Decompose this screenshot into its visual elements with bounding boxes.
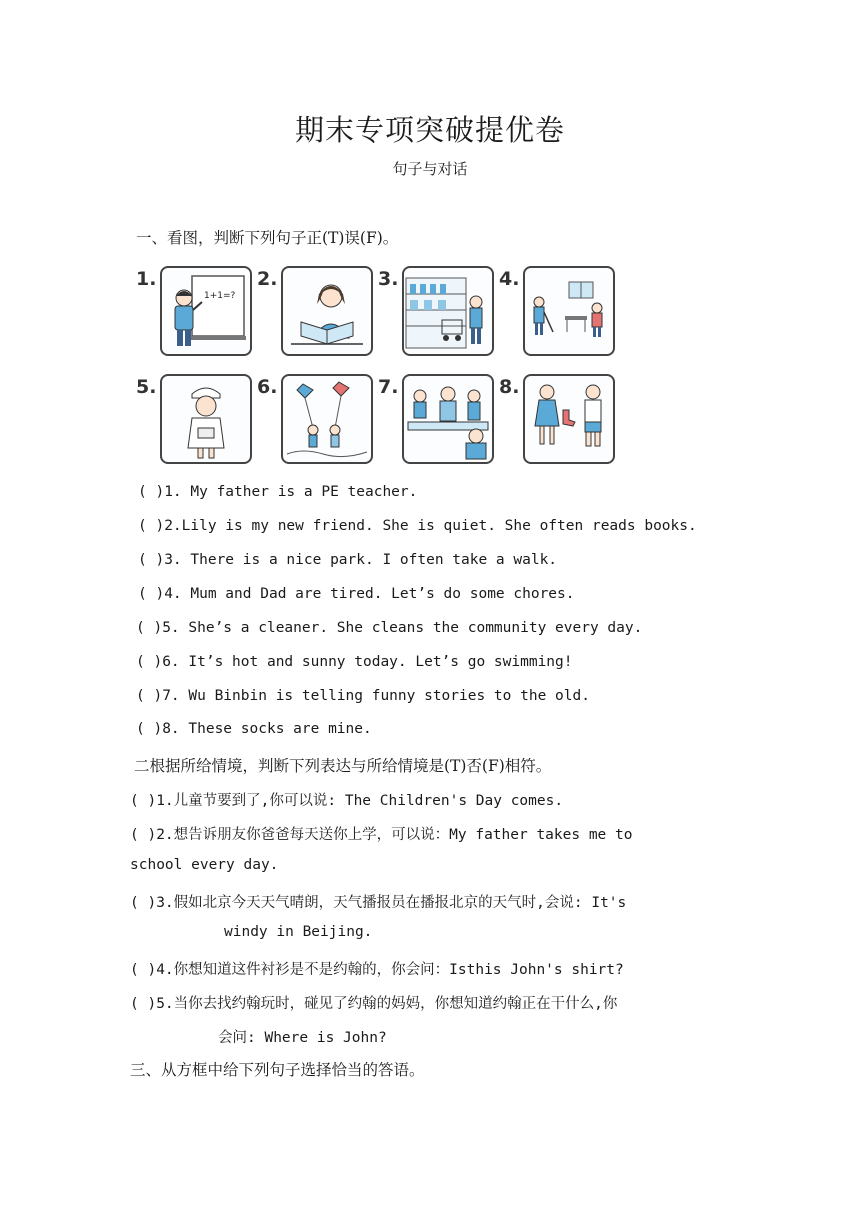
page-title: 期末专项突破提优卷 — [294, 113, 565, 147]
judge-item-2 — [138, 518, 697, 534]
picture-cell-3 — [378, 262, 498, 354]
item-text: 5. She’s a cleaner. She cleans the community every day. — [162, 620, 643, 636]
situation-item-2: ( )2.想告诉朋友你爸爸每天送你上学，可以说：My father takes me to — [130, 827, 633, 843]
picture-number: 7. — [378, 376, 399, 398]
answer-blank[interactable]: ( ) — [136, 688, 163, 704]
picture-number: 1. — [136, 268, 157, 290]
picture-cell-2 — [257, 262, 377, 354]
picture-number: 4. — [499, 268, 520, 290]
item-text: 2.Lily is my new friend. She is quiet. She often reads books. — [164, 518, 697, 534]
girl-reading-picture — [281, 266, 373, 356]
picture-number: 2. — [257, 268, 278, 290]
picture-grid — [136, 262, 626, 472]
picture-cell-7 — [378, 370, 498, 462]
situation-item-5: ( )5.当你去找约翰玩时，碰见了约翰的妈妈，你想知道约翰正在干什么,你 — [130, 996, 618, 1012]
answer-blank[interactable]: ( ) — [136, 654, 163, 670]
family-chores-picture — [523, 266, 615, 356]
picture-cell-4 — [499, 262, 619, 354]
answer-blank[interactable]: ( ) — [138, 484, 165, 500]
situation-item-4: ( )4.你想知道这件衬衫是不是约翰的，你会问：Isthis John's shirt? — [130, 962, 624, 978]
item-text: 1. My father is a PE teacher. — [164, 484, 418, 500]
picture-cell-6 — [257, 370, 377, 462]
page-subtitle: 句子与对话 — [392, 160, 468, 178]
item-text: 3. There is a nice park. I often take a walk. — [164, 552, 558, 568]
item-text: 4. Mum and Dad are tired. Let’s do some chores. — [164, 586, 575, 602]
judge-item-4 — [138, 586, 575, 602]
answer-blank[interactable]: ( ) — [138, 586, 165, 602]
situation-item-2-cont: school every day. — [130, 857, 279, 873]
answer-blank[interactable]: ( ) — [136, 721, 163, 737]
picture-cell-5 — [136, 370, 256, 462]
situation-item-3: ( )3.假如北京今天天气晴朗，天气播报员在播报北京的天气时,会说: It's — [130, 895, 627, 911]
supermarket-picture — [402, 266, 494, 356]
picture-number: 6. — [257, 376, 278, 398]
judge-item-3 — [138, 552, 557, 568]
answer-blank[interactable]: ( ) — [136, 620, 163, 636]
judge-item-6 — [136, 654, 573, 670]
teacher-blackboard-picture — [160, 266, 252, 356]
section2-heading: 二根据所给情境，判断下列表达与所给情境是(T)否(F)相符。 — [134, 757, 552, 775]
socks-picture — [523, 374, 615, 464]
picture-cell-8 — [499, 370, 619, 462]
item-text: 7. Wu Binbin is telling funny stories to the old. — [162, 688, 590, 704]
item-text: 6. It’s hot and sunny today. Let’s go swimming! — [162, 654, 573, 670]
situation-item-5-cont: 会问: Where is John? — [218, 1030, 387, 1046]
answer-blank[interactable]: ( ) — [138, 518, 165, 534]
picture-number: 8. — [499, 376, 520, 398]
situation-item-3-cont: windy in Beijing. — [224, 924, 373, 940]
kids-flying-kites-picture — [281, 374, 373, 464]
picture-cell-1 — [136, 262, 256, 354]
picture-number: 5. — [136, 376, 157, 398]
picture-number: 3. — [378, 268, 399, 290]
judge-item-7 — [136, 688, 590, 704]
judge-item-1 — [138, 484, 417, 500]
section1-heading: 一、看图，判断下列句子正(T)误(F)。 — [136, 229, 399, 247]
section3-heading: 三、从方框中给下列句子选择恰当的答语。 — [130, 1061, 425, 1079]
nurse-picture — [160, 374, 252, 464]
judge-item-8 — [136, 721, 372, 737]
situation-item-1: ( )1.儿童节要到了,你可以说: The Children's Day comes. — [130, 793, 564, 809]
judge-item-5 — [136, 620, 642, 636]
telling-stories-picture — [402, 374, 494, 464]
board-text: 1+1=? — [204, 291, 236, 301]
item-text: 8. These socks are mine. — [162, 721, 372, 737]
answer-blank[interactable]: ( ) — [138, 552, 165, 568]
